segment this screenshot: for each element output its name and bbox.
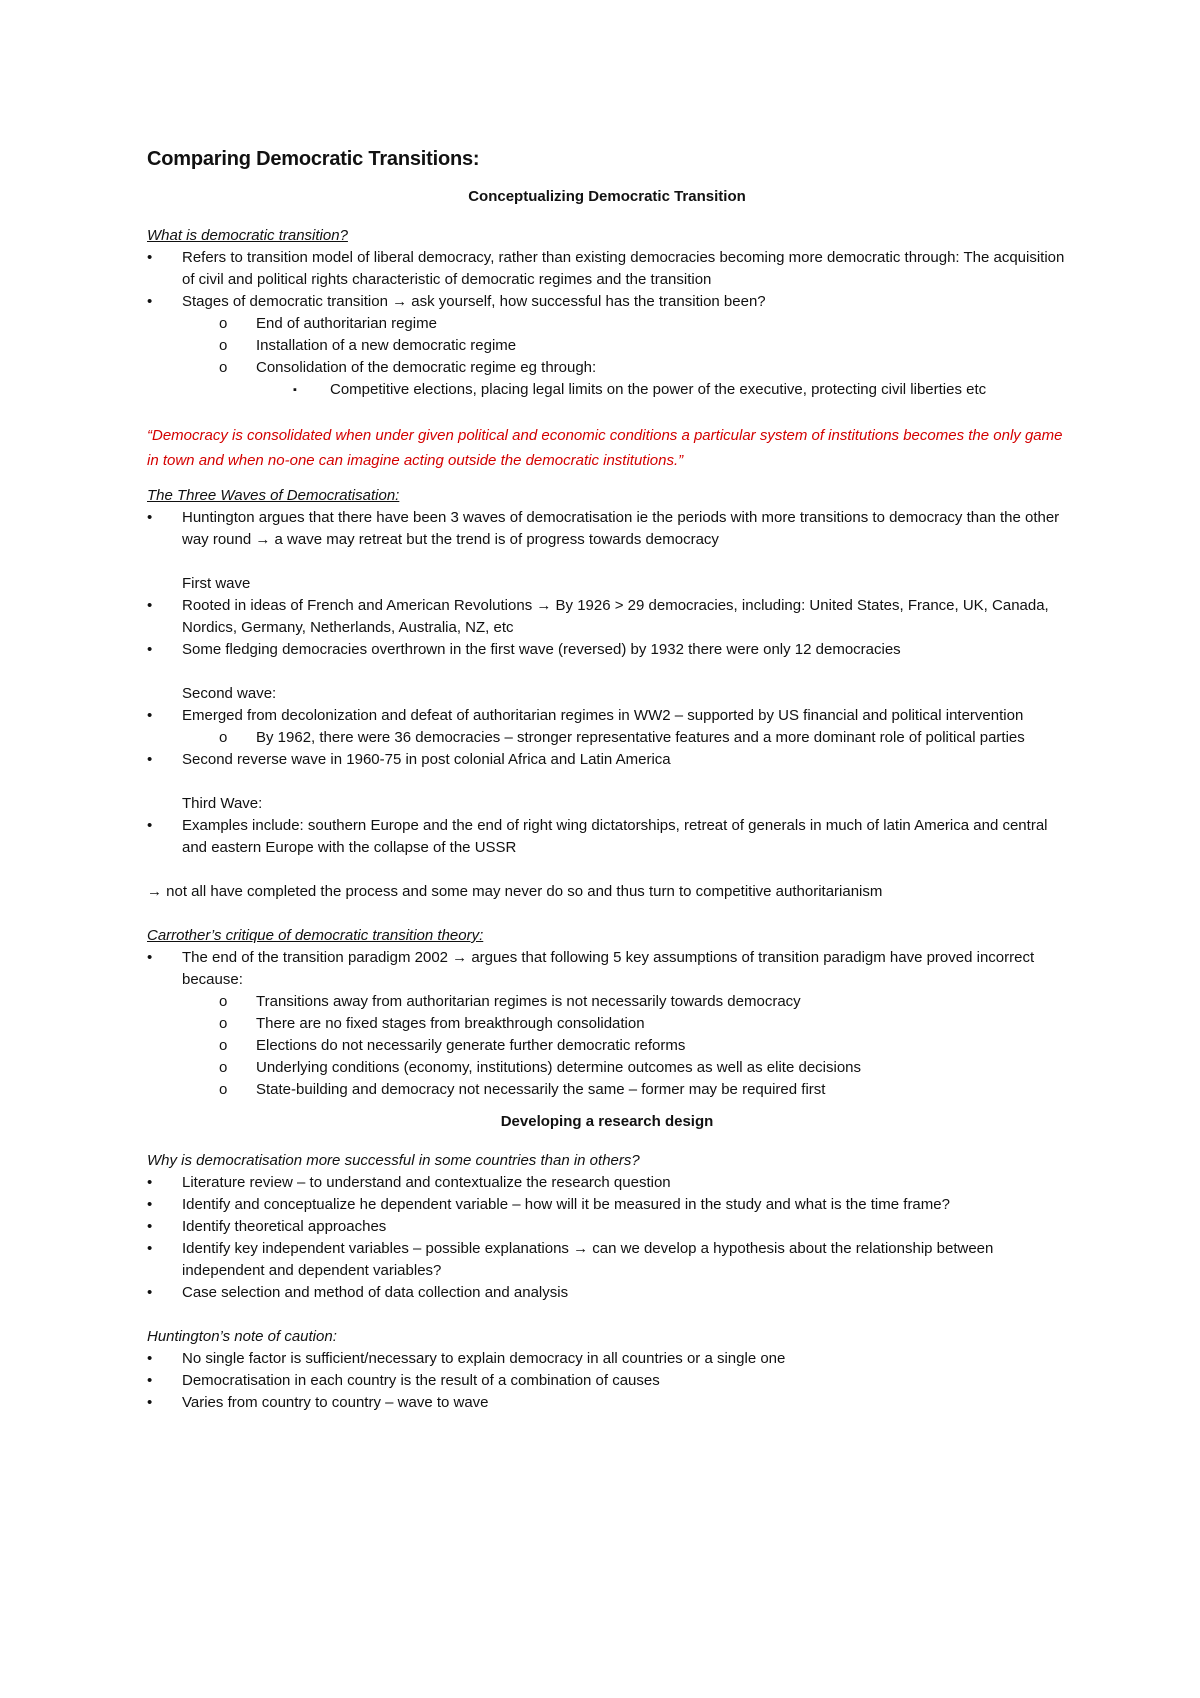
list-item: o Elections do not necessarily generate further democratic reforms [147, 1035, 1067, 1057]
list-transition [147, 247, 1067, 401]
list-item: o There are no fixed stages from breakthrough consolidation [147, 1013, 1067, 1035]
bullet-icon: • [147, 1196, 153, 1213]
list-item: • Stages of democratic transition → ask yourself, how successful has the transition been? o End of authoritarian regime o Installation of a new democratic regime o Consolidation of the democratic regime eg through: ▪ Competitive elections, placing legal limits on the power of the executive, protecting civil liberties etc [147, 291, 1067, 401]
list-waves-intro [147, 507, 1067, 551]
bullet-o-icon: o [219, 359, 228, 376]
sublist-stages [182, 313, 1067, 401]
waves-note: → not all have completed the process and some may never do so and thus turn to competitive authoritarianism [147, 883, 883, 900]
bullet-icon: • [147, 949, 153, 966]
bullet-icon: • [147, 597, 153, 614]
third-wave-label: Third Wave: [182, 795, 263, 812]
list-item: o Installation of a new democratic regime [147, 335, 1067, 357]
bullet-icon: • [147, 1218, 153, 1235]
bullet-icon: • [147, 1284, 153, 1301]
list-item: o State-building and democracy not necessarily the same – former may be required first [147, 1079, 1067, 1101]
sublist-consolidation [256, 379, 1067, 401]
bullet-o-icon: o [219, 1015, 228, 1032]
bullet-o-icon: o [219, 1081, 228, 1098]
bullet-icon: • [147, 751, 153, 768]
list-item: • Some fledging democracies overthrown in the first wave (reversed) by 1932 there were only 12 democracies [147, 639, 1067, 661]
list-research-steps [147, 1172, 1067, 1304]
first-wave-label: First wave [182, 575, 251, 592]
bullet-o-icon: o [219, 1037, 228, 1054]
list-item: • No single factor is sufficient/necessary to explain democracy in all countries or a single one [147, 1348, 1067, 1370]
caution-heading: Huntington’s note of caution: [147, 1328, 337, 1345]
research-question: Why is democratisation more successful in some countries than in others? [147, 1152, 640, 1169]
list-item: • Emerged from decolonization and defeat of authoritarian regimes in WW2 – supported by US financial and political intervention o By 1962, there were 36 democracies – stronger representative features and a more dominant role of political parties [147, 705, 1067, 749]
list-item: • The end of the transition paradigm 2002 → argues that following 5 key assumptions of transition paradigm have proved incorrect because: o Transitions away from authoritarian regimes is not necessarily towards democracy o There are no fixed stages from breakthrough consolidation o Elections do not necessarily generate further democratic reforms o Underlying conditions (economy, institutions) determine outcomes as well as elite decisions o State-building and democracy not necessarily the same – former may be required first [147, 947, 1067, 1101]
bullet-icon: • [147, 1372, 153, 1389]
carrothers-heading: Carrother’s critique of democratic transition theory: [147, 927, 484, 944]
list-item: • Case selection and method of data collection and analysis [147, 1282, 1067, 1304]
bullet-o-icon: o [219, 1059, 228, 1076]
bullet-icon: • [147, 817, 153, 834]
list-first-wave [147, 595, 1067, 661]
list-carrothers [147, 947, 1067, 1101]
list-item: o Transitions away from authoritarian regimes is not necessarily towards democracy [147, 991, 1067, 1013]
list-caution [147, 1348, 1067, 1414]
list-item: • Identify and conceptualize he dependent variable – how will it be measured in the study and what is the time frame? [147, 1194, 1067, 1216]
list-item: • Democratisation in each country is the result of a combination of causes [147, 1370, 1067, 1392]
document-title: Comparing Democratic Transitions: [147, 148, 480, 170]
list-item: o By 1962, there were 36 democracies – stronger representative features and a more dominant role of political parties [147, 727, 1067, 749]
bullet-o-icon: o [219, 315, 228, 332]
bullet-icon: • [147, 509, 153, 526]
bullet-icon: • [147, 1350, 153, 1367]
bullet-icon: • [147, 293, 153, 310]
second-wave-label: Second wave: [182, 685, 277, 702]
list-item: o Underlying conditions (economy, institutions) determine outcomes as well as elite decisions [147, 1057, 1067, 1079]
bullet-o-icon: o [219, 729, 228, 746]
question-what-is-transition: What is democratic transition? [147, 227, 348, 244]
waves-heading: The Three Waves of Democratisation: [147, 487, 400, 504]
list-item: • Refers to transition model of liberal democracy, rather than existing democracies becoming more democratic through: The acquisition of civil and political rights characteristic of democratic regimes and the transition [147, 249, 1065, 288]
list-item: • Rooted in ideas of French and American Revolutions → By 1926 > 29 democracies, including: United States, France, UK, Canada, Nordics, Germany, Netherlands, Australia, NZ, etc [147, 597, 1049, 636]
square-bullet-icon: ▪ [293, 384, 297, 396]
consolidation-quote: “Democracy is consolidated when under given political and economic conditions a particular system of institutions becomes the only game in town and when no-one can imagine acting outside the democratic institutions.” [147, 427, 1063, 469]
document-page [147, 148, 1067, 1414]
list-item: • Second reverse wave in 1960-75 in post colonial Africa and Latin America [147, 749, 1067, 771]
bullet-icon: • [147, 707, 153, 724]
list-item: • Literature review – to understand and contextualize the research question [147, 1172, 1067, 1194]
bullet-o-icon: o [219, 337, 228, 354]
list-second-wave [147, 705, 1067, 771]
sublist-second-wave [182, 727, 1067, 749]
list-third-wave [147, 815, 1067, 859]
bullet-icon: • [147, 1174, 153, 1191]
list-item: o Consolidation of the democratic regime eg through: ▪ Competitive elections, placing legal limits on the power of the executive, protecting civil liberties etc [147, 357, 1067, 401]
bullet-icon: • [147, 1394, 153, 1411]
bullet-icon: • [147, 249, 153, 266]
list-item: • Varies from country to country – wave to wave [147, 1392, 1067, 1414]
list-item: • Examples include: southern Europe and the end of right wing dictatorships, retreat of generals in much of latin America and central and eastern Europe with the collapse of the USSR [147, 817, 1048, 856]
list-item: • Identify key independent variables – possible explanations → can we develop a hypothesis about the relationship between independent and dependent variables? [147, 1240, 994, 1279]
section-heading-research-design: Developing a research design [500, 1113, 714, 1130]
list-item: • Huntington argues that there have been 3 waves of democratisation ie the periods with more transitions to democracy than the other way round → a wave may retreat but the trend is of progress towards democracy [147, 509, 1060, 548]
list-item: o End of authoritarian regime [147, 313, 1067, 335]
bullet-icon: • [147, 1240, 153, 1257]
sublist-assumptions [182, 991, 1067, 1101]
bullet-o-icon: o [219, 993, 228, 1010]
list-item: • Identify theoretical approaches [147, 1216, 1067, 1238]
list-item: ▪ Competitive elections, placing legal limits on the power of the executive, protecting civil liberties etc [147, 379, 1067, 401]
bullet-icon: • [147, 641, 153, 658]
section-heading-conceptualizing: Conceptualizing Democratic Transition [468, 188, 746, 205]
